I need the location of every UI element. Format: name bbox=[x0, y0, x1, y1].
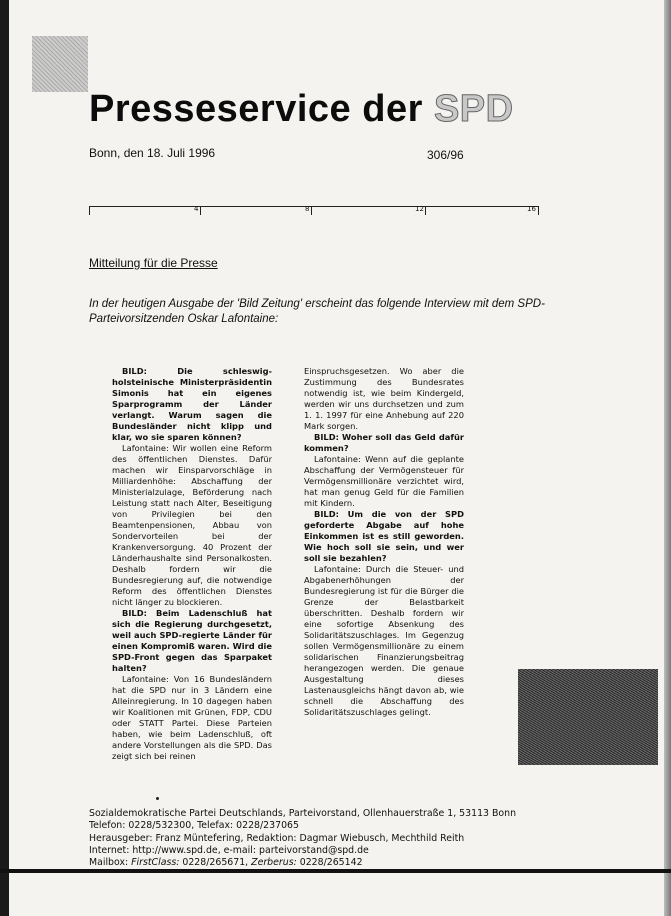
dateline: Bonn, den 18. Juli 1996 bbox=[89, 146, 216, 160]
footer-firstclass-label: FirstClass: bbox=[131, 857, 180, 869]
interview-answer: Lafontaine: Durch die Steuer- und Abgabenerhöhungen der Bundesregierung ist für die Bürger die Grenze der Belastbarkeit überschritten. Deshalb fordern wir eine sofortige Absenkung des Solidaritätszuschlages. Im Gegenzug sollen Vermögensmillionäre zu einem solidarischen Finanzierungsbeitrag herangezogen werden. Die genaue Ausgestaltung dieses Lastenausgleichs hängt davon ab, wie schnell die Abschaffung des Solidaritätszuschlages gelingt. bbox=[304, 564, 464, 717]
footer-internet: Internet: http://www.spd.de, e-mail: parteivorstand@spd.de bbox=[89, 844, 369, 856]
footer-imprint bbox=[89, 808, 516, 869]
reference-number: 306/96 bbox=[427, 148, 464, 162]
scan-speck bbox=[156, 797, 159, 800]
bottom-rule bbox=[0, 869, 671, 873]
interview-column-2 bbox=[304, 366, 464, 718]
intro-paragraph: In der heutigen Ausgabe der 'Bild Zeitung' erscheint das folgende Interview mit dem SPD-Parteivorsitzenden Oskar Lafontaine: bbox=[89, 298, 545, 325]
masthead-title-text: Presseservice der bbox=[89, 88, 434, 130]
interview-question: BILD: Um die von der SPD geforderte Abgabe auf hohe Einkommen ist es still geworden. Wie hoch soll sie sein, und wer soll sie bezahlen? bbox=[304, 509, 464, 563]
ruler-tick bbox=[425, 207, 426, 215]
interview-question: BILD: Woher soll das Geld dafür kommen? bbox=[304, 432, 464, 453]
ruler-tick bbox=[311, 207, 312, 215]
scan-artifact-top bbox=[32, 36, 88, 92]
footer-zerberus-value: 0228/265142 bbox=[296, 857, 363, 869]
ruler-tick bbox=[538, 207, 539, 215]
footer-mailbox-prefix: Mailbox: bbox=[89, 857, 132, 869]
interview-answer: Lafontaine: Von 16 Bundesländern hat die SPD nur in 3 Ländern eine Alleinregierung. In 10 dagegen haben wir Koalitionen mit Grünen, FDP, CDU oder STATT Partei. Diese Parteien haben, wie beim Ladenschluß, oft andere Vorstellungen als die SPD. Das zeigt sich bei reinen bbox=[112, 674, 272, 761]
footer-mailbox bbox=[89, 857, 516, 869]
interview-answer: Lafontaine: Wenn auf die geplante Abschaffung der Vermögensteuer für Vermögensmillionäre verzichtet wird, hat man genug Geld für die Familien mit Kindern. bbox=[304, 454, 464, 508]
interview-question: BILD: Beim Ladenschluß hat sich die Regierung durchgesetzt, weil auch SPD-regierte Länder für einen Kompromiß waren. Wird die SPD-Front gegen das Sparpaket halten? bbox=[112, 608, 272, 673]
spd-logo-text: SPD bbox=[433, 88, 514, 130]
scan-edge-left bbox=[0, 0, 9, 916]
scan-edge-right bbox=[664, 0, 671, 916]
footer-publisher: Herausgeber: Franz Müntefering, Redaktion: Dagmar Wiebusch, Mechthild Reith bbox=[89, 832, 465, 844]
footer-zerberus-label: Zerberus: bbox=[251, 857, 297, 869]
footer-phone: Telefon: 0228/532300, Telefax: 0228/237065 bbox=[89, 820, 299, 832]
ruler-tick bbox=[200, 207, 201, 215]
interview-question: BILD: Die schleswig-holsteinische Ministerpräsidentin Simonis hat ein eigenes Sparprogramm der Länder verlangt. Warum sagen die Bundesländer nicht klipp und klar, wo sie sparen können? bbox=[112, 366, 272, 442]
scan-artifact-bottom bbox=[518, 669, 658, 765]
press-notice-heading: Mitteilung für die Presse bbox=[89, 256, 218, 270]
ruler-tick bbox=[89, 207, 90, 215]
footer-firstclass-value: 0228/265671, bbox=[179, 857, 252, 869]
interview-column-1 bbox=[112, 366, 272, 762]
interview-answer: Einspruchsgesetzen. Wo aber die Zustimmung des Bundesrates notwendig ist, wie beim Kindergeld, werden wir uns durchsetzen und zum 1. 1. 1997 für eine Anhebung auf 220 Mark sorgen. bbox=[304, 366, 464, 431]
ruler-label: 12 bbox=[415, 205, 424, 213]
masthead-title bbox=[89, 88, 514, 131]
footer-address: Sozialdemokratische Partei Deutschlands, Parteivorstand, Ollenhauerstraße 1, 53113 Bonn bbox=[89, 808, 517, 819]
interview-answer: Lafontaine: Wir wollen eine Reform des öffentlichen Dienstes. Dafür machen wir Einsparvorschläge in Milliardenhöhe: Abschaffung der Ministerialzulage, Beförderung nach Leistung statt nach Alter, Beseitigung von Privilegien bei den Beamtenpensionen, Abbau von Sondervorteilen bei der Krankenversorgung. 40 Prozent der Länderhaushalte sind Personalkosten. Deshalb fordern wir die Bundesregierung auf, die notwendige Reform des öffentlichen Dienstes nicht länger zu blockieren. bbox=[112, 443, 272, 607]
ruler bbox=[89, 205, 539, 213]
ruler-label: 16 bbox=[527, 205, 536, 213]
ruler-label: 4 bbox=[194, 205, 199, 213]
ruler-label: 8 bbox=[305, 205, 310, 213]
